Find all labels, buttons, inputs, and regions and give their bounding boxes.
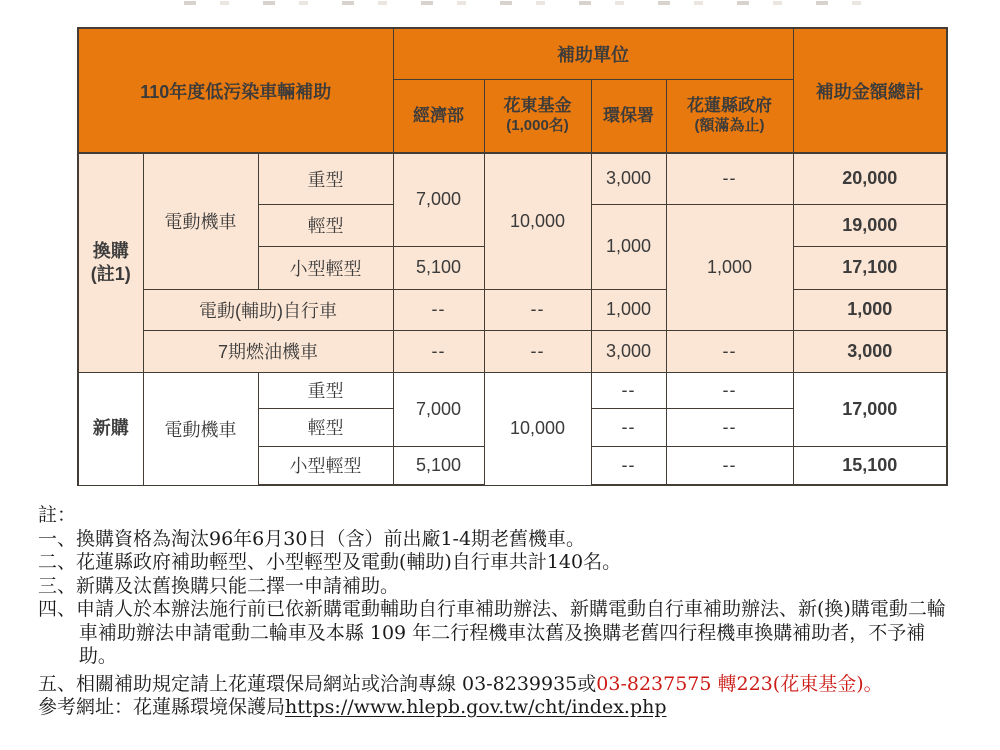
cell-fuel7-county: -- (666, 330, 793, 372)
cell-exchange-moea-small: 5,100 (393, 246, 484, 289)
unit-col-huadong (484, 79, 591, 153)
cell-new-moea-small: 5,100 (393, 446, 484, 485)
cell-exchange-epa-heavy: 3,000 (591, 153, 666, 204)
unit-col-epa (591, 79, 666, 153)
cell-exchange-county-merged: 1,000 (666, 204, 793, 330)
table-title-cell: 110年度低污染車輛補助 (78, 28, 393, 153)
subsidy-table (77, 27, 948, 486)
cell-new-total-small: 15,100 (793, 446, 947, 485)
note-4: 四、申請人於本辦法施行前已依新購電動輔助自行車補助辦法、新購電動自行車補助辦法、新(換)購電動二輪車補助辦法申請電動二輪車及本縣 109 年二行程機車汰舊及換購老舊四行程機車換購補助者，不予補助。 (38, 598, 946, 667)
cell-ebike-huadong: -- (484, 289, 591, 330)
cell-new-total-heavy-light: 17,000 (793, 372, 947, 446)
cell-exchange-type-small: 小型輕型 (258, 246, 393, 289)
cell-new-ev-scooter: 電動機車 (143, 372, 258, 485)
cropped-top-text-artifact (150, 1, 870, 5)
footnotes (38, 504, 963, 720)
cell-exchange-type-heavy: 重型 (258, 153, 393, 204)
cell-new-group: 新購 (78, 372, 143, 485)
cell-exchange-moea-heavy-light: 7,000 (393, 153, 484, 246)
cell-new-moea-heavy-light: 7,000 (393, 372, 484, 446)
reference-label: 參考網址：花蓮縣環境保護局 (38, 696, 286, 718)
note-5-hotline-red: 03-8237575 轉223(花東基金)。 (596, 672, 883, 695)
cell-fuel7-label: 7期燃油機車 (143, 330, 393, 372)
note-2: 二、花蓮縣政府補助輕型、小型輕型及電動(輔助)自行車共計140名。 (38, 551, 622, 573)
cell-fuel7-huadong: -- (484, 330, 591, 372)
total-header-cell: 補助金額總計 (793, 28, 947, 153)
cell-exchange-type-light: 輕型 (258, 204, 393, 246)
cell-new-county-light: -- (666, 408, 793, 446)
cell-new-epa-heavy: -- (591, 372, 666, 408)
cell-exchange-epa-light-small: 1,000 (591, 204, 666, 289)
cell-exchange-group (78, 153, 143, 372)
note-5-text: 五、相關補助規定請上花蓮環保局網站或洽詢專線 03-8239935或 (38, 672, 597, 695)
cell-ebike-epa: 1,000 (591, 289, 666, 330)
cell-fuel7-epa: 3,000 (591, 330, 666, 372)
cell-new-county-small: -- (666, 446, 793, 485)
cell-exchange-ev-scooter: 電動機車 (143, 153, 258, 289)
cell-exchange-huadong: 10,000 (484, 153, 591, 289)
cell-new-type-small: 小型輕型 (258, 446, 393, 485)
cell-new-epa-small: -- (591, 446, 666, 485)
unit-col-moea-label: 經濟部 (413, 105, 465, 125)
cell-exchange-total-heavy: 20,000 (793, 153, 947, 204)
exchange-group-label: 換購 (92, 241, 129, 262)
notes-heading: 註： (38, 504, 77, 526)
cell-ebike-moea: -- (393, 289, 484, 330)
unit-col-county-note: (額滿為止) (694, 117, 765, 135)
cell-new-type-heavy: 重型 (258, 372, 393, 408)
cell-new-type-light: 輕型 (258, 408, 393, 446)
cell-fuel7-total: 3,000 (793, 330, 947, 372)
cell-fuel7-moea: -- (393, 330, 484, 372)
unit-col-huadong-label: 花東基金 (503, 96, 572, 116)
note-3: 三、新購及汰舊換購只能二擇一申請補助。 (38, 574, 400, 597)
unit-col-moea (393, 79, 484, 153)
unit-col-huadong-note: (1,000名) (506, 117, 569, 135)
cell-ebike-total: 1,000 (793, 289, 947, 330)
unit-col-county (666, 79, 793, 153)
unit-col-epa-label: 環保署 (603, 105, 655, 125)
cell-new-county-heavy: -- (666, 372, 793, 408)
cell-exchange-county-heavy: -- (666, 153, 793, 204)
cell-exchange-total-small: 17,100 (793, 246, 947, 289)
unit-header-cell: 補助單位 (393, 28, 793, 79)
cell-ebike-label: 電動(輔助)自行車 (143, 289, 393, 330)
note-5 (38, 673, 963, 697)
reference-url-link[interactable]: https://www.hlepb.gov.tw/cht/index.php (285, 696, 667, 718)
note-1: 一、換購資格為淘汰96年6月30日（含）前出廠1-4期老舊機車。 (38, 527, 586, 550)
cell-new-epa-light: -- (591, 408, 666, 446)
cell-exchange-total-light: 19,000 (793, 204, 947, 246)
reference-line (38, 696, 963, 720)
cell-new-huadong: 10,000 (484, 372, 591, 485)
unit-col-county-label: 花蓮縣政府 (687, 96, 773, 116)
exchange-group-note: (註1) (90, 263, 131, 284)
